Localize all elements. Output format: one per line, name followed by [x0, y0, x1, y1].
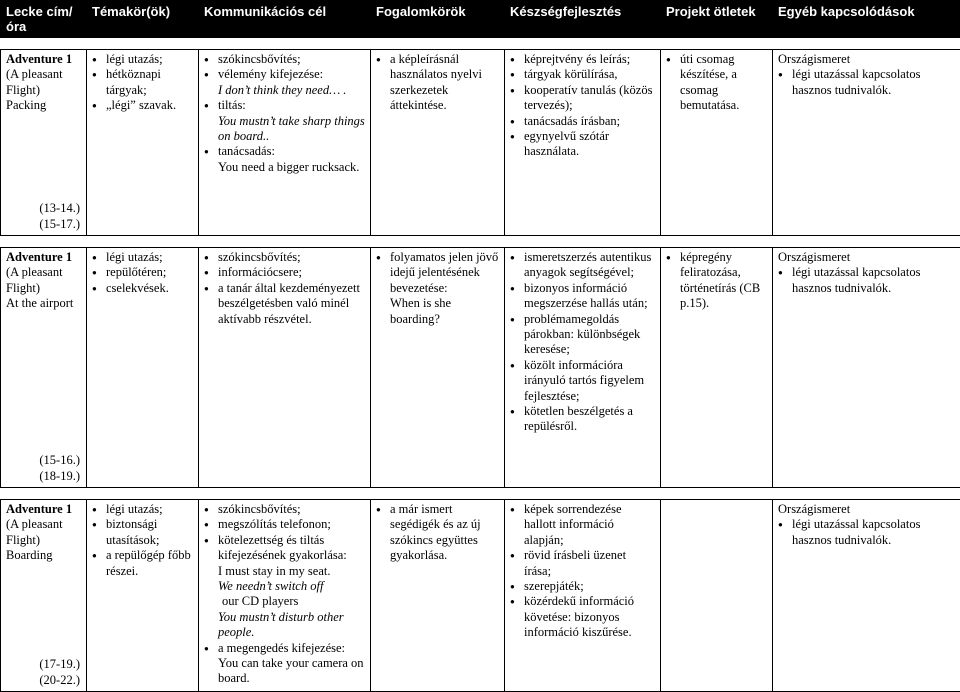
list-item: ● úti csomag készítése, a csomag bemutatása.: [680, 52, 767, 114]
header-kommunikacio: Kommunikációs cél: [199, 1, 371, 38]
list-item: ● „légi” szavak.: [106, 98, 193, 113]
table-row: [1, 50, 960, 236]
list-item: ● kooperatív tanulás (közös tervezés);: [524, 83, 655, 114]
list-item: ● biztonsági utasítások;: [106, 517, 193, 548]
projekt-cell: [661, 50, 773, 236]
fogalom-cell: [371, 50, 505, 236]
list-item: ● tiltás: You mustn’t take sharp things on board..: [218, 98, 365, 144]
lesson-cell: Adventure 1 (A pleasant Flight) At the airport (15-16.) (18-19.): [1, 248, 87, 488]
list-item: ● a repülőgép főbb részei.: [106, 548, 193, 579]
header-temakor: Témakör(ök): [87, 1, 199, 38]
header-keszseg: Készségfejlesztés: [505, 1, 661, 38]
list-item: ● légi utazással kapcsolatos hasznos tudnivalók.: [792, 67, 955, 98]
keszseg-cell: [505, 248, 661, 488]
lesson-pages: (17-19.) (20-22.): [39, 657, 80, 688]
keszseg-cell: [505, 500, 661, 692]
list-item: ● megszólítás telefonon;: [218, 517, 365, 532]
keszseg-cell: [505, 50, 661, 236]
header-egyeb: Egyéb kapcsolódások: [773, 1, 960, 38]
egyeb-cell: [773, 500, 960, 692]
header-row: [1, 1, 960, 38]
list-item: ● folyamatos jelen jövő idejű jelentésének bevezetése: When is she boarding?: [390, 250, 499, 327]
list-item: ● a tanár által kezdeményezett beszélgetésben való minél aktívabb részvétel.: [218, 281, 365, 327]
list-item: ● cselekvések.: [106, 281, 193, 296]
lesson-cell: Adventure 1 (A pleasant Flight) Packing (13-14.) (15-17.): [1, 50, 87, 236]
list-item: ● hétköznapi tárgyak;: [106, 67, 193, 98]
list-item: ● szókincsbővítés;: [218, 250, 365, 265]
lesson-topic: Boarding: [6, 548, 81, 563]
kommunikacio-cell: [199, 50, 371, 236]
lesson-topic: At the airport: [6, 296, 81, 311]
list-item: ● légi utazás;: [106, 52, 193, 67]
list-item: ● ismeretszerzés autentikus anyagok segítségével;: [524, 250, 655, 281]
fogalom-cell: [371, 248, 505, 488]
list-item: ● légi utazás;: [106, 502, 193, 517]
list-item: ● kötetlen beszélgetés a repülésről.: [524, 404, 655, 435]
kommunikacio-cell: [199, 248, 371, 488]
list-item: ● problémamegoldás párokban: különbségek keresése;: [524, 312, 655, 358]
lesson-pages: (15-16.) (18-19.): [39, 453, 80, 484]
kommunikacio-cell: [199, 500, 371, 692]
list-item: ● a már ismert segédigék és az új szókincs együttes gyakorlása.: [390, 502, 499, 564]
list-item: ● közérdekű információ követése: bizonyos információ kiszűrése.: [524, 594, 655, 640]
list-item: ● közölt információra irányuló tartós figyelem fejlesztése;: [524, 358, 655, 404]
list-item: ● képrejtvény és leírás;: [524, 52, 655, 67]
list-item: ● repülőtéren;: [106, 265, 193, 280]
list-item: ● vélemény kifejezése: I don’t think they need… .: [218, 67, 365, 98]
list-item: ● tanácsadás írásban;: [524, 114, 655, 129]
egyeb-heading: Országismeret: [778, 52, 955, 67]
list-item: ● bizonyos információ megszerzése hallás után;: [524, 281, 655, 312]
list-item: ● tárgyak körülírása,: [524, 67, 655, 82]
header-projekt: Projekt ötletek: [661, 1, 773, 38]
list-item: ● szókincsbővítés;: [218, 502, 365, 517]
list-item: ● egynyelvű szótár használata.: [524, 129, 655, 160]
list-item: ● szerepjáték;: [524, 579, 655, 594]
projekt-cell: [661, 500, 773, 692]
list-item: ● a megengedés kifejezése: You can take your camera on board.: [218, 641, 365, 687]
list-item: ● képregény feliratozása, történetírás (CB p.15).: [680, 250, 767, 312]
egyeb-cell: [773, 248, 960, 488]
temakor-cell: [87, 50, 199, 236]
list-item: ● tanácsadás: You need a bigger rucksack.: [218, 144, 365, 175]
lesson-topic: Packing: [6, 98, 81, 113]
header-lecke: Lecke cím/óra: [1, 1, 87, 38]
lesson-pages: (13-14.) (15-17.): [39, 201, 80, 232]
lesson-cell: Adventure 1 (A pleasant Flight) Boarding (17-19.) (20-22.): [1, 500, 87, 692]
list-item: ● képek sorrendezése hallott információ alapján;: [524, 502, 655, 548]
projekt-cell: [661, 248, 773, 488]
list-item: ● rövid írásbeli üzenet írása;: [524, 548, 655, 579]
list-item: ● légi utazás;: [106, 250, 193, 265]
temakor-cell: [87, 248, 199, 488]
list-item: ● információcsere;: [218, 265, 365, 280]
list-item: ● a képleírásnál használatos nyelvi szerkezetek áttekintése.: [390, 52, 499, 114]
table-row: [1, 500, 960, 692]
table-row: [1, 248, 960, 488]
fogalom-cell: [371, 500, 505, 692]
egyeb-heading: Országismeret: [778, 250, 955, 265]
temakor-cell: [87, 500, 199, 692]
egyeb-heading: Országismeret: [778, 502, 955, 517]
list-item: ● légi utazással kapcsolatos hasznos tudnivalók.: [792, 265, 955, 296]
egyeb-cell: [773, 50, 960, 236]
list-item: ● légi utazással kapcsolatos hasznos tudnivalók.: [792, 517, 955, 548]
list-item: ● kötelezettség és tiltás kifejezésének gyakorlása: I must stay in my seat. We needn’t switch off our CD players You mustn’t disturb other people.: [218, 533, 365, 641]
list-item: ● szókincsbővítés;: [218, 52, 365, 67]
header-fogalom: Fogalomkörök: [371, 1, 505, 38]
